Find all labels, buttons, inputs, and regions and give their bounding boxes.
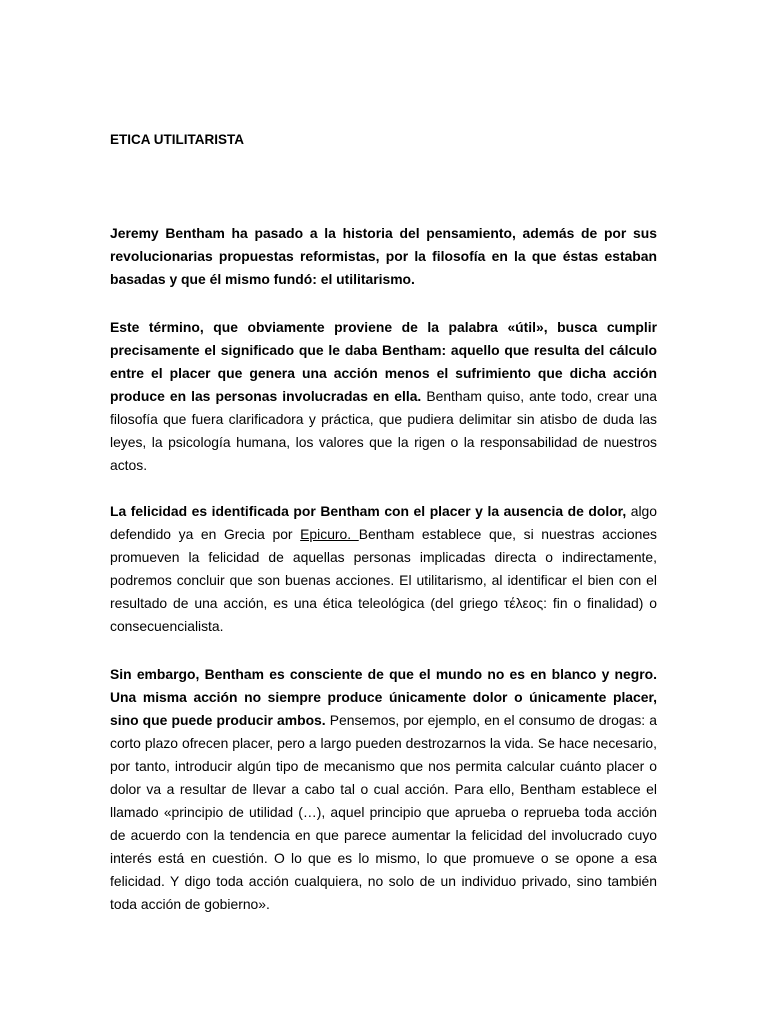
paragraph-4-bold-text: Sin embargo, Bentham es consciente de que el mundo no es en blanco y negro. Una misma acción no siempre produce únicamente dolor o únicamente placer, sino que puede producir ambos. (110, 666, 657, 728)
paragraph-4 (110, 663, 657, 916)
epicuro-link[interactable]: Epicuro. (300, 526, 359, 542)
paragraph-4-text: Pensemos, por ejemplo, en el consumo de drogas: a corto plazo ofrecen placer, pero a largo pueden destrozarnos la vida. Se hace necesario, por tanto, introducir algún tipo de mecanismo que nos permita calcular cuánto placer o dolor va a resultar de llevar a cabo tal o cual acción. Para ello, Bentham establece el llamado «principio de utilidad (…), aquel principio que aprueba o reprueba toda acción de acuerdo con la tendencia en que parece aumentar la felicidad del involucrado cuyo interés está en cuestión. O lo que es lo mismo, lo que promueve o se opone a esa felicidad. Y digo toda acción cualquiera, no solo de un individuo privado, sino también toda acción de gobierno». (110, 712, 657, 912)
paragraph-3-text-after-link: Bentham establece que, si nuestras acciones promueven la felicidad de aquellas personas implicadas directa o indirectamente, podremos concluir que son buenas acciones. El utilitarismo, al identificar el bien con el resultado de una acción, es una ética teleológica (del griego τέλεος: fin o finalidad) o consecuencialista. (110, 526, 657, 634)
paragraph-2-bold-text: Este término, que obviamente proviene de la palabra «útil», busca cumplir precisamente el significado que le daba Bentham: aquello que resulta del cálculo entre el placer que genera una acción menos el sufrimiento que dicha acción produce en las personas involucradas en ella. (110, 319, 657, 404)
document-title: ETICA UTILITARISTA (110, 132, 244, 147)
paragraph-3 (110, 500, 657, 638)
paragraph-2-text: Bentham quiso, ante todo, crear una filosofía que fuera clarificadora y práctica, que pudiera delimitar sin atisbo de duda las leyes, la psicología humana, los valores que la rigen o la responsabilidad de nuestros actos. (110, 388, 657, 473)
paragraph-1 (110, 222, 657, 291)
paragraph-1-bold-text: Jeremy Bentham ha pasado a la historia del pensamiento, además de por sus revolucionarias propuestas reformistas, por la filosofía en la que éstas estaban basadas y que él mismo fundó: el utilitarismo. (110, 225, 657, 287)
paragraph-3-text-before-link: algo defendido ya en Grecia por (110, 503, 658, 542)
paragraph-3-bold-text: La felicidad es identificada por Bentham con el placer y la ausencia de dolor, (110, 503, 627, 519)
paragraph-2 (110, 316, 657, 477)
